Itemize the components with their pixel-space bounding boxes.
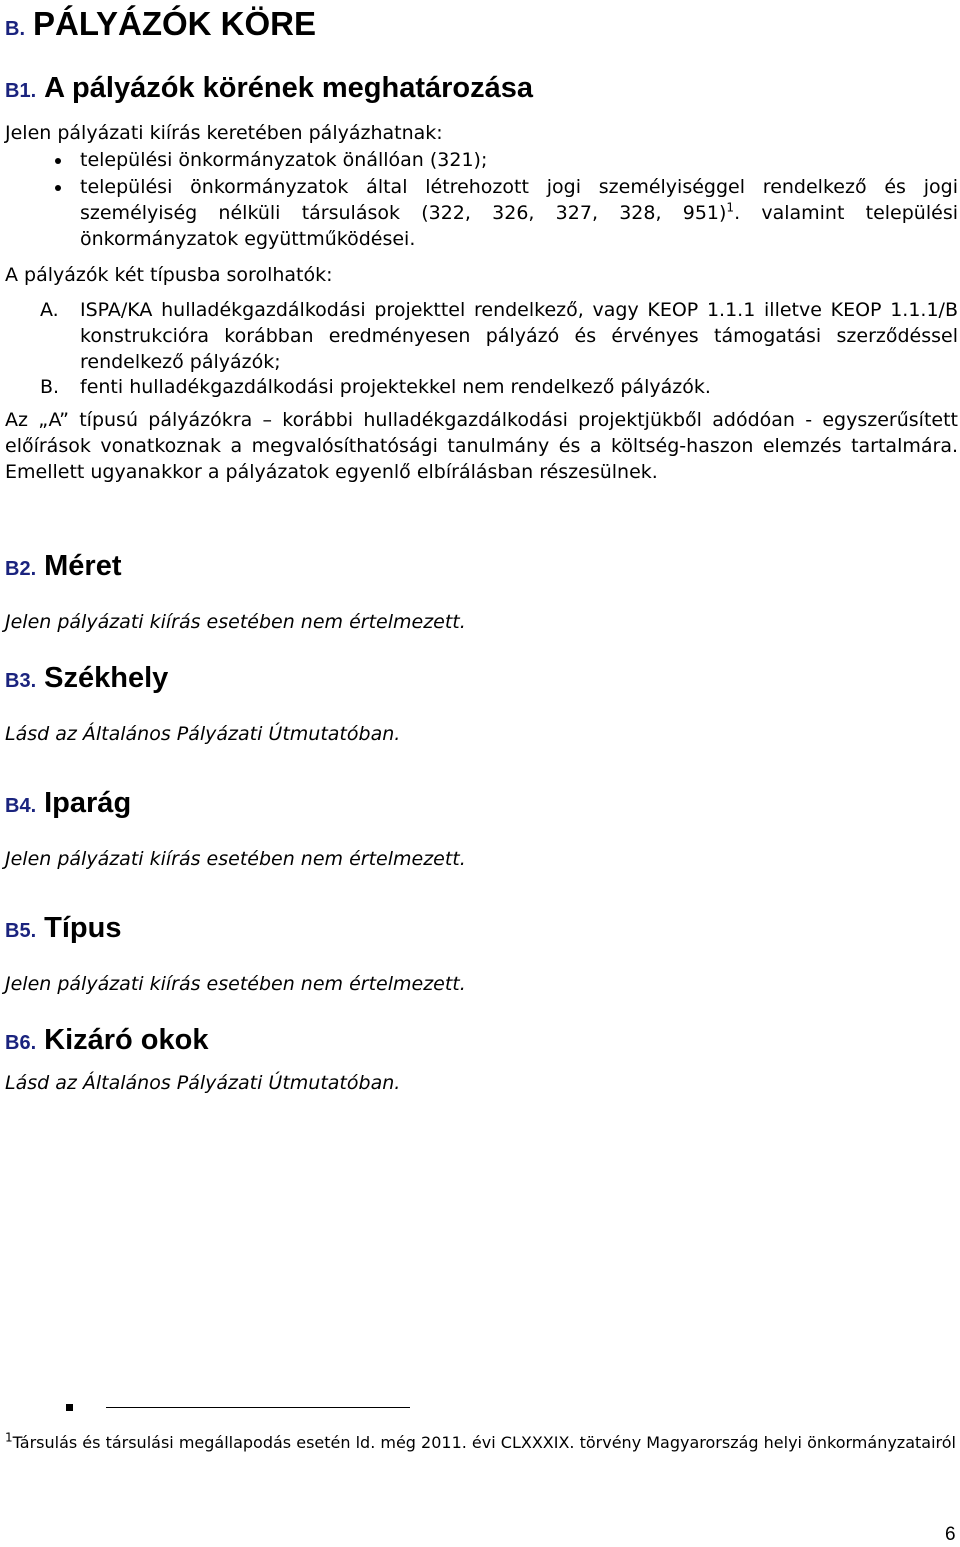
b1-bullet-1: települési önkormányzatok önállóan (321); <box>80 149 488 171</box>
bullet-dot <box>55 185 61 191</box>
bullet-dot <box>55 158 61 164</box>
footnote-ref: 1 <box>726 200 735 215</box>
type-a-marker: A. <box>40 299 59 321</box>
type-b-marker: B. <box>40 376 60 398</box>
b1-bullet-2 <box>80 174 958 252</box>
section-title: PÁLYÁZÓK KÖRE <box>33 5 316 42</box>
b2-heading <box>5 548 121 587</box>
b3-label: B3. <box>5 670 37 692</box>
b2-text: Jelen pályázati kiírás esetében nem értelmezett. <box>5 611 466 633</box>
section-heading <box>5 4 316 49</box>
b2-title: Méret <box>44 550 122 582</box>
b5-label: B5. <box>5 920 37 942</box>
b1-bullet-2-tail: . valamint települési önkormányzatok együttműködései. <box>80 202 958 250</box>
footnote-text: Társulás és társulási megállapodás esetén ld. még 2011. évi CLXXXIX. törvény Magyarország helyi önkormányzatairól <box>12 1433 956 1452</box>
b5-title: Típus <box>44 912 122 944</box>
b1-intro: Jelen pályázati kiírás keretében pályázhatnak: <box>5 122 443 144</box>
b1-bullet-2-text: települési önkormányzatok által létrehozott jogi személyiséggel rendelkező és jogi személyiség nélküli társulások (322, 326, 327, 328, 951) <box>80 176 958 224</box>
b1-types-intro: A pályázók két típusba sorolhatók: <box>5 264 333 286</box>
section-label: B. <box>5 18 25 40</box>
b4-heading <box>5 785 131 824</box>
b3-text: Lásd az Általános Pályázati Útmutatóban. <box>5 723 401 745</box>
b6-heading <box>5 1022 209 1061</box>
b6-label: B6. <box>5 1032 37 1054</box>
footnote-marker: 1 <box>5 1430 13 1445</box>
type-a-text: ISPA/KA hulladékgazdálkodási projekttel rendelkező, vagy KEOP 1.1.1 illetve KEOP 1.1.1/B konstrukcióra korábban eredményesen pályázó és érvényes támogatási szerződéssel rendelkező pályázók; <box>80 299 958 373</box>
b5-heading <box>5 910 121 949</box>
b1-title: A pályázók körének meghatározása <box>44 72 534 104</box>
b2-label: B2. <box>5 558 37 580</box>
b3-heading <box>5 660 168 699</box>
square-bullet-icon <box>66 1404 73 1411</box>
footnote <box>5 1432 958 1454</box>
b4-text: Jelen pályázati kiírás esetében nem értelmezett. <box>5 848 466 870</box>
page-number: 6 <box>945 1524 956 1545</box>
b6-title: Kizáró okok <box>44 1024 209 1056</box>
b1-label: B1. <box>5 80 37 102</box>
b5-text: Jelen pályázati kiírás esetében nem értelmezett. <box>5 973 466 995</box>
b4-title: Iparág <box>44 787 132 819</box>
type-b-text: fenti hulladékgazdálkodási projektekkel nem rendelkező pályázók. <box>80 376 711 398</box>
b1-heading <box>5 70 533 109</box>
b1-paragraph: Az „A” típusú pályázókra – korábbi hulladékgazdálkodási projektjükből adódóan - egyszerűsített előírások vonatkoznak a megvalósíthatósági tanulmány és a költség-haszon elemzés tartalmára. Emellett ugyanakkor a pályázatok egyenlő elbírálásban részesülnek. <box>5 409 958 483</box>
b3-title: Székhely <box>44 662 169 694</box>
footnote-separator <box>106 1407 410 1408</box>
b4-label: B4. <box>5 795 37 817</box>
b6-text: Lásd az Általános Pályázati Útmutatóban. <box>5 1072 401 1094</box>
